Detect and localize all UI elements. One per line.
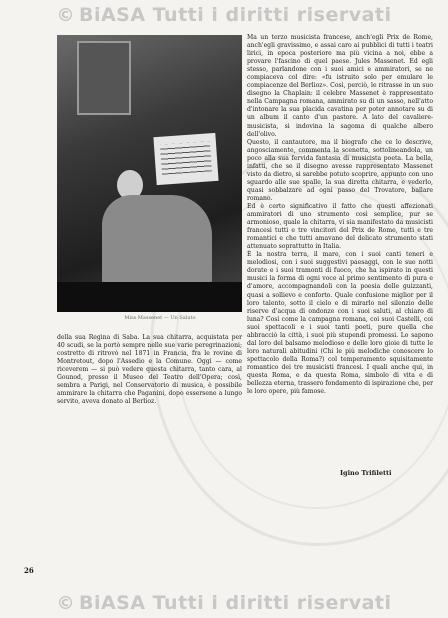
photo-floor — [57, 282, 242, 312]
article-author: Igino Trifiletti — [340, 469, 392, 477]
photo-music-sheet — [153, 133, 218, 185]
article-column-right — [247, 34, 433, 396]
paragraph: della sua Regina di Saba. La sua chitarra, acquistata per 40 scudi, se la portò sempre nelle sue varie peregrinazioni; costretto di ritrovò nel 1871 in Francia, fra le rovine di Montretout, dopo l'Assedio e la Comune. Oggi — come riceverem — si può vedere questa chitarra, tanto cara, al Gounod, presso il Museo del Teatro dell'Opera; così, sembra a Parigi, nel Conservatorio di musica, è possibile ammirare la chitarra che Paganini, dopo essersene a lungo servito, aveva donato al Berlioz. — [57, 334, 242, 406]
photo-wall-frame — [77, 41, 131, 115]
paragraph: Questo, il cantautore, ma il biografo che ce lo descrive, angosciamente, commenta la scenetta, sottolineandola, un poco alla sua fervida fantasia di musicista poeta. La bella, infatti, che se il disegno avesse rappresentato Massenet visto da dietro, si sarebbe potuto scoprire, appunto con uno sguardo alle sue spalle, la sua diretta chitarra, e vederlo, quasi sobbalzare ad ogni passo del Trovatore, ballare romano. — [247, 138, 433, 202]
page-number: 26 — [24, 566, 34, 575]
article-column-left — [57, 334, 242, 406]
paragraph: È la nostra terra, il mare, con i suoi canti teneri e melodiosi, con i suoi suggestivi paesaggi, con le sue notti dorate e i suoi tramonti di fuoco, che ha ispirato in questi musici la forma di ogni voce al primo sentimento di pura e d'amore, accompagnandoli con la poesia delle guizzanti, quasi a sollievo e conforto. Quale confusione miglior per il loro talento, sotto il cielo e di mirarlo nel silenzio delle riserve d'acqua di ondonze con i suoi saluti, al chiaro di luna? Così come la campagna romana, coi suoi Castelli, coi suoi spettacoli e i suoi tanti poeti, pure quella che abbracciò la città, i suoi più stupendi promessi. Lo sapono dal loro del balsamo melodioso e delle loro gioie di tutte le loro naturali abitudini (Chi le più melodiche conoscere lo spettacolo della Roma?) col temperamento squisitamente romantico dei tre musicisti francesi. I quali anche qui, in questa Roma, e da questa Roma, simbolo di vita e di bellezza eterna, trassero fondamento di ispirazione che, per le loro opere, più famose. — [247, 251, 433, 396]
photo-caption: Miss Massenet — Un Saluto — [124, 315, 196, 321]
paragraph: Ed è certo significativo il fatto che questi affezionati ammiratori di uno strumento così semplice, pur se armonioso, quale la chitarra, vi sia manifestato da musicisti francesi tutti e tre vincitori del Prix de Rome, tutti e tre romantici e che tutti amavano del delicato strumento stati attenuato soprattutto in Italia. — [247, 202, 433, 251]
photo-figure-body — [102, 195, 212, 290]
copyright-icon: © — [56, 593, 75, 614]
article-photo — [57, 35, 242, 312]
watermark-bottom: © BiASA Tutti i diritti riservati — [56, 592, 392, 614]
paragraph: Ma un terzo musicista francese, anch'egli Prix de Rome, anch'egli gravissimo, e assai caro ai pubblici di tutti i teatri lirici, in epoca posteriore ma più vicina a noi, ebbe a provare l'fascino di quel paese. Jules Massenet. Ed egli stesso, parlandone con i suoi amici e ammiratori, se ne compiaceva col dire: «fu istruito solo per emulare le compiacenze del Berlioz». Così, perciò, le ritrasse in un suo disegno la Chaplain: il celebre Massenet è rappresentato nella Campagna romana, ammirato su di un sasso, nell'atto d'intonare la sua placida cavatina per poter annotare su di un album il canto d'un pastore. A lato del cavaliere-musicista, si indovina la sagoma di qualche albero dell'olivo. — [247, 34, 433, 138]
watermark-top: © BiASA Tutti i diritti riservati — [56, 4, 392, 26]
copyright-icon: © — [56, 5, 75, 26]
